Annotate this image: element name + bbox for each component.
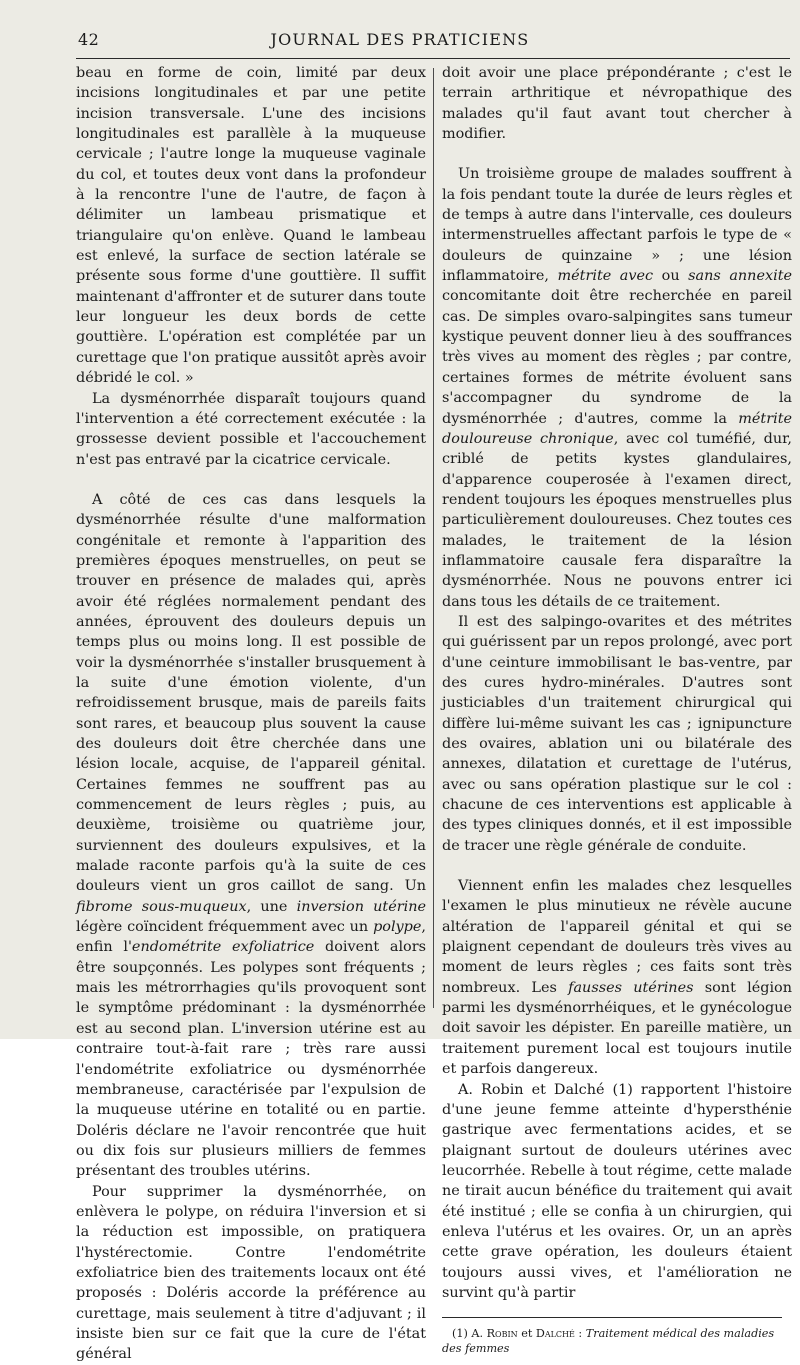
text-run: doivent alors être soupçonnés. Les polypes sont fréquents ; mais les métrorrhagies qu'ils provoquent sont le symptôme prédominant : la dysménorrhée est au second plan. L'inversion utérine est au contraire tout-à-fait rare ; très rare aussi l'endométrite exfoliatrice ou dysménorrhée membraneuse, caractérisée par l'expulsion de la muqueuse utérine en totalité ou en partie. Doléris déclare ne l'avoir rencontrée que huit ou dix fois sur plusieurs milliers de femmes présentant des troubles utérins. — [76, 939, 426, 1180]
text-run: (1) A. — [452, 1327, 487, 1341]
paragraph — [76, 490, 426, 1182]
text-run: beau en forme de coin, limité par deux incisions longitudinales et par une petite incision transversale. L'une des incisions longitudinales est parallèle à la muqueuse cervicale ; l'autre longe la muqueuse vaginale du col, et toutes deux vont dans la profondeur à la rencontre l'une de l'autre, de façon à délimiter un lambeau prismatique et triangulaire qu'on enlève. Quand le lambeau est enlevé, la surface de section latérale se présente sous forme d'une gouttière. Il suffit maintenant d'affronter et de suturer dans toute leur longueur les deux bords de cette gouttière. L'opération est complétée par un curettage que l'on pratique aussitôt après avoir débridé le col. » — [76, 65, 426, 387]
paragraph — [442, 1080, 792, 1304]
text-run: concomitante doit être recherchée en pareil cas. De simples ovaro-salpingites sans tumeur kystique peuvent donner lieu à des souffrances très vives au moment des règles ; par contre, certaines formes de métrite évoluent sans s'accompagner du syndrome de la dysménorrhée ; d'autres, comme la — [442, 288, 792, 427]
text-run: doit avoir une place prépondérante ; c'est le terrain arthritique et névropathique des malades qu'il faut avant tout chercher à modifier. — [442, 65, 792, 143]
text-run: Viennent enfin les malades chez lesquelles l'examen le plus minutieux ne révèle aucune altération de l'appareil génital et qui se plaignent cependant de douleurs très vives au moment de leurs règles ; ces faits sont très nombreux. Les — [442, 878, 792, 996]
italic-term: polype — [373, 919, 422, 936]
italic-term: fibrome sous-muqueux — [76, 898, 247, 915]
paragraph — [76, 389, 426, 470]
page-number: 42 — [78, 30, 100, 49]
header-rule — [76, 58, 790, 59]
text-run: et — [517, 1327, 536, 1341]
italic-term: sans annexite — [688, 268, 792, 285]
column-divider — [433, 68, 434, 1008]
running-title: JOURNAL DES PRATICIENS — [270, 30, 530, 49]
right-column-body — [442, 63, 792, 1303]
italic-term: fausses utérines — [568, 979, 694, 996]
text-run: ou — [653, 268, 689, 285]
italic-term: métrite avec — [557, 268, 654, 285]
paragraph — [442, 612, 792, 856]
footnote — [442, 1326, 792, 1356]
text-run: sont légion parmi les dysménorrhéiques, et le gynécologue doit savoir les dépister. En pareille matière, un traitement purement local est toujours inutile et parfois dangereux. — [442, 979, 792, 1078]
paragraph — [442, 164, 792, 612]
text-run: légère coïncident fréquemment avec un — [76, 919, 374, 936]
author-name: Robin — [486, 1327, 518, 1341]
text-run: A. Robin et Dalché (1) rapportent l'histoire d'une jeune femme atteinte d'hypersthénie gastrique avec fermentations acides, et se plaignant surtout de douleurs utérines avec leucorrhée. Rebelle à tout régime, cette malade ne tirait aucun bénéfice du traitement qui avait été institué ; elle se confia à un chirurgien, qui enleva l'utérus et les ovaires. Or, un an après cette grave opération, les douleurs étaient toujours aussi vives, et l'amélioration ne survint qu'à partir — [442, 1081, 792, 1301]
italic-term: Traitement médical des maladies des femmes — [442, 1327, 775, 1356]
italic-term: métrite douloureuse chronique — [442, 410, 792, 447]
italic-term: endométrite exfoliatrice — [131, 939, 315, 956]
right-column — [442, 63, 792, 1356]
paragraph — [76, 63, 426, 389]
text-run: La dysménorrhée disparaît toujours quand l'intervention a été correctement exécutée : la grossesse devient possible et l'accouchement n'est pas entravé par la cicatrice cervicale. — [76, 390, 426, 468]
text-run: : — [574, 1327, 586, 1341]
paragraph — [442, 63, 792, 144]
text-run: , avec col tuméfié, dur, criblé de petits kystes glandulaires, d'apparence couperosée à l'examen direct, rendent toujours les époques menstruelles plus particulièrement douloureuses. Chez toutes ces malades, le traitement de la lésion inflammatoire causale fera disparaître la dysménorrhée. Nous ne pouvons entrer ici dans tous les détails de ce traitement. — [442, 430, 792, 610]
text-run: Un troisième groupe de malades souffrent à la fois pendant toute la durée de leurs règles et de temps à autre dans l'intervalle, ces douleurs intermenstruelles affectant parfois le type de « douleurs de quinzaine » ; une lésion inflammatoire, — [442, 166, 792, 285]
text-run: A côté de ces cas dans lesquels la dysménorrhée résulte d'une malformation congénitale et remonte à l'apparition des premières époques menstruelles, on peut se trouver en présence de malades qui, après avoir été réglées normalement pendant des années, éprouvent des douleurs depuis un temps plus ou moins long. Il est possible de voir la dysménorrhée s'installer brusquement à la suite d'une émotion violente, d'un refroidissement brusque, mais de pareils faits sont rares, et beaucoup plus souvent la cause des douleurs doit être cherchée dans une lésion locale, acquise, de l'appareil génital. Certaines femmes ne souffrent pas au commencement de leurs règles ; puis, au deuxième, troisième ou quatrième jour, surviennent des douleurs expulsives, et la malade raconte parfois qu'à la suite de ces douleurs vient un gros caillot de sang. Un — [76, 491, 426, 895]
left-column — [76, 63, 426, 1363]
paragraph — [442, 876, 792, 1079]
text-run: Pour supprimer la dysménorrhée, on enlèvera le polype, on réduira l'inversion et si la réduction est impossible, on pratiquera l'hystérectomie. Contre l'endométrite exfoliatrice bien des traitements locaux ont été proposés : Doléris accorde la préférence au curettage, mais seulement à titre d'adjuvant ; il insiste bien sur ce fait que la cure de l'état général — [76, 1183, 426, 1363]
text-run: Il est des salpingo-ovarites et des métrites qui guérissent par un repos prolongé, avec port d'une ceinture immobilisant le bas-ventre, par des cures hydro-minérales. D'autres sont justiciables d'un traitement chirurgical qui diffère lui-même suivant les cas ; ignipuncture des ovaires, ablation uni ou bilatérale des annexes, dilatation et curettage de l'utérus, avec ou sans opération plastique sur le col : chacune de ces interventions est applicable à des types cliniques donnés, et il est impossible de tracer une règle générale de conduite. — [442, 613, 792, 854]
italic-term: inversion utérine — [296, 898, 426, 915]
paragraph — [76, 1182, 426, 1365]
text-run: , enfin l' — [76, 919, 426, 956]
author-name: Dalché — [535, 1327, 575, 1341]
text-run: , une — [246, 898, 297, 915]
footnote-rule — [442, 1317, 782, 1318]
